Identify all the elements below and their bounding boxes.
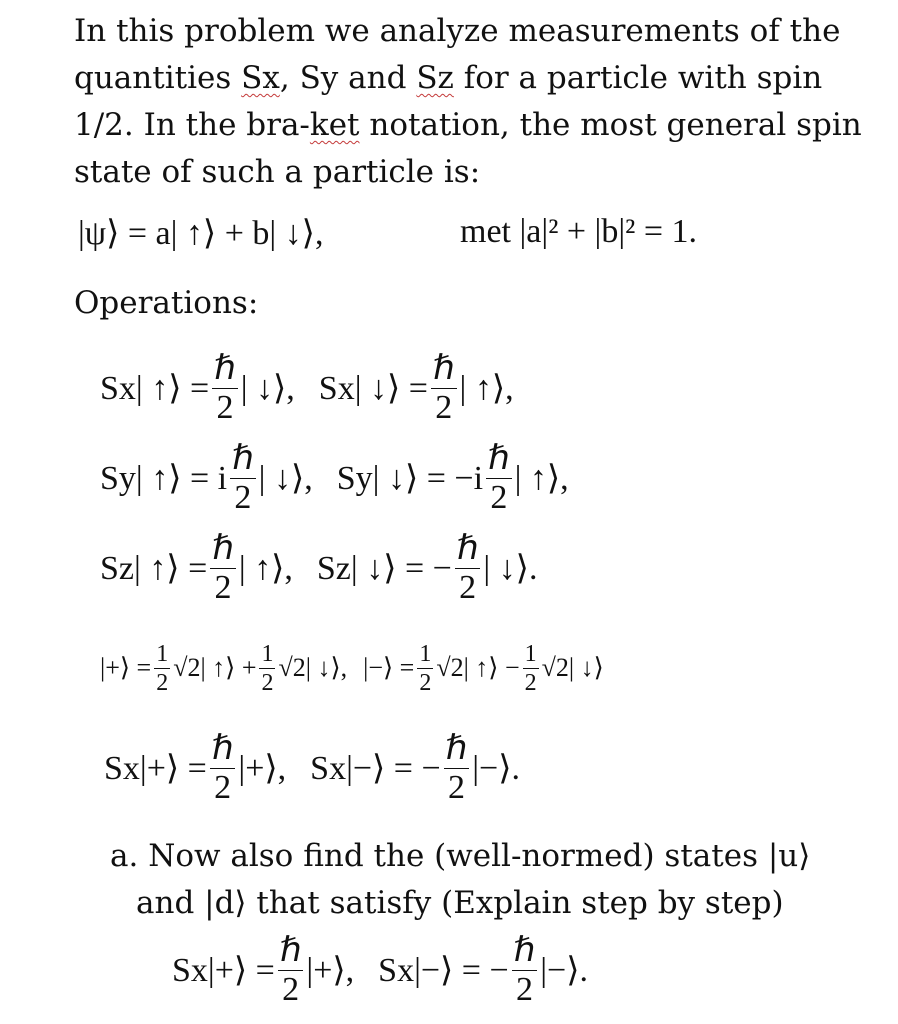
sx-eigen-row <box>104 729 520 806</box>
sx-minus-equation: Sx|−⟩ = − $\frac{\text{ℏ}}{2}$ |−⟩. <box>310 729 520 806</box>
sx-down-equation: Sx| ↓⟩ = $\frac{\text{ℏ}}{2}$ | ↑⟩, <box>318 349 514 426</box>
hbar-over-two: $\frac{\text{ℏ}}{2}$ <box>432 349 455 426</box>
sz-down-equation: Sz| ↓⟩ = − $\frac{\text{ℏ}}{2}$ | ↓⟩. <box>316 529 538 606</box>
one-half: $\frac{1}{2}$ <box>524 640 537 696</box>
sx-eigen-row-repeat <box>172 931 588 1008</box>
hbar-over-two: $\frac{\text{ℏ}}{2}$ <box>456 529 479 606</box>
intro-paragraph: In this problem we analyze measurements of the quantities Sx, Sy and Sz for a particle with spin 1/2. In the bra-ket notation, the most general spin state of such a particle is: <box>74 13 862 190</box>
hbar-over-two: $\frac{\text{ℏ}}{2}$ <box>232 439 254 516</box>
spell-flag-sz: Sz <box>416 60 454 96</box>
hbar-over-two: $\frac{\text{ℏ}}{2}$ <box>488 439 510 516</box>
operations-heading: Operations: <box>74 285 259 321</box>
hbar-over-two: $\frac{\text{ℏ}}{2}$ <box>513 931 536 1008</box>
one-half: $\frac{1}{2}$ <box>261 640 274 696</box>
sx-minus-equation: Sx|−⟩ = − $\frac{\text{ℏ}}{2}$ |−⟩. <box>378 931 588 1008</box>
hbar-over-two: $\frac{\text{ℏ}}{2}$ <box>445 729 468 806</box>
normalization-condition: met |a|² + |b|² = 1. <box>460 213 698 250</box>
hbar-over-two: $\frac{\text{ℏ}}{2}$ <box>212 529 234 606</box>
plus-minus-definition-row <box>100 633 604 703</box>
sx-operation-row <box>100 349 514 426</box>
sx-up-equation: Sx| ↑⟩ = $\frac{\text{ℏ}}{2}$ | ↓⟩, <box>100 349 295 426</box>
hbar-over-two: $\frac{\text{ℏ}}{2}$ <box>214 349 236 426</box>
sy-down-equation: Sy| ↓⟩ = −i $\frac{\text{ℏ}}{2}$ | ↑⟩, <box>336 439 569 516</box>
state-equation: |ψ⟩ = a| ↑⟩ + b| ↓⟩, <box>78 215 324 252</box>
question-line-1: a. Now also find the (well-normed) states |u⟩ <box>110 838 811 874</box>
sz-operation-row <box>100 529 538 606</box>
question-line-2: and |d⟩ that satisfy (Explain step by step) <box>136 885 784 921</box>
minus-state-definition: |−⟩ = $\frac{1}{2}$ √2 | ↑⟩ − $\frac{1}{2}$ √2 | ↓⟩ <box>363 640 604 696</box>
sz-up-equation: Sz| ↑⟩ = $\frac{\text{ℏ}}{2}$ | ↑⟩, <box>100 529 293 606</box>
question-a <box>110 833 870 927</box>
hbar-over-two: $\frac{\text{ℏ}}{2}$ <box>279 931 302 1008</box>
spell-flag-ket: ket <box>309 107 360 143</box>
sy-operation-row <box>100 439 569 516</box>
sy-up-equation: Sy| ↑⟩ = i $\frac{\text{ℏ}}{2}$ | ↓⟩, <box>100 439 313 516</box>
one-half: $\frac{1}{2}$ <box>419 640 432 696</box>
hbar-over-two: $\frac{\text{ℏ}}{2}$ <box>211 729 234 806</box>
spell-flag-sx: Sx <box>241 60 280 96</box>
one-half: $\frac{1}{2}$ <box>156 640 169 696</box>
sx-plus-equation: Sx|+⟩ = $\frac{\text{ℏ}}{2}$ |+⟩, <box>172 931 355 1008</box>
plus-state-definition: |+⟩ = $\frac{1}{2}$ √2 | ↑⟩ + $\frac{1}{2}$ √2 | ↓⟩, <box>100 640 348 696</box>
sx-plus-equation: Sx|+⟩ = $\frac{\text{ℏ}}{2}$ |+⟩, <box>104 729 287 806</box>
